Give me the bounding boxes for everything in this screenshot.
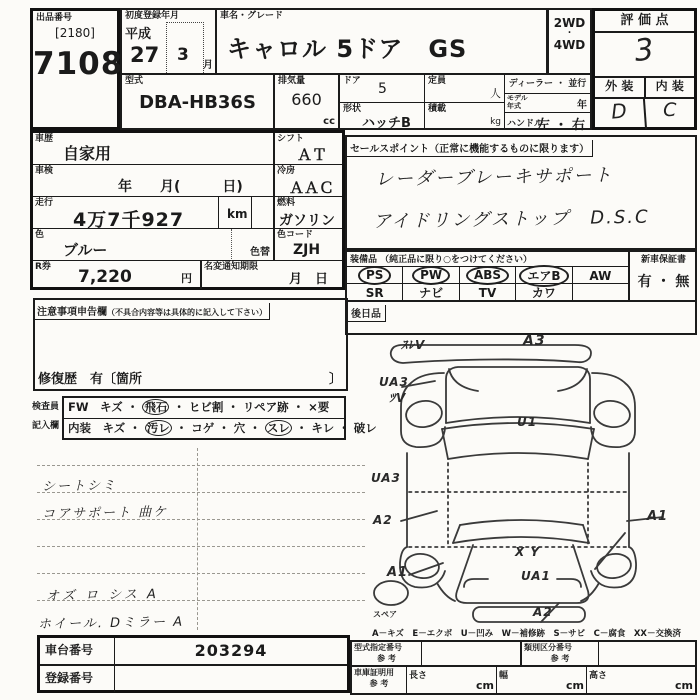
int-post: ・ キレ ・ 破レ (291, 421, 377, 435)
lot-number: 7108 (33, 46, 124, 82)
type-no-cell (352, 642, 422, 665)
int-circled-1: 汚レ (146, 421, 170, 435)
color-code-label: 色コード (277, 230, 314, 240)
fuel-cell (273, 197, 342, 229)
equip-abs-label: ABS (466, 266, 509, 285)
length-cell (407, 667, 497, 693)
color-change-cell (231, 229, 273, 261)
fuel-value: ガソリン (279, 213, 335, 229)
door-value: 5 (378, 81, 387, 97)
drive-2wd: 2WD (553, 16, 586, 30)
history-label: 車歴 (35, 134, 54, 144)
damage-right-side-a1: A1 (647, 509, 669, 524)
type-no-value (422, 642, 522, 665)
first-registration-box (120, 8, 217, 75)
equip-empty (573, 284, 628, 301)
color-code-value: ZJH (293, 242, 321, 258)
damage-hood-u1: U1 (517, 415, 538, 429)
name-change-value: 月 日 (288, 272, 328, 287)
registration-value (115, 666, 347, 692)
damage-rear-bumper-a2: A2 (533, 605, 553, 619)
equip-airbag (516, 267, 572, 284)
inspector-row-fw (64, 398, 344, 419)
dealer-box (505, 75, 592, 133)
warranty-value: 有 ・ 無 (637, 274, 690, 290)
equip-navi (403, 284, 459, 301)
shape-value: ハッチB (362, 116, 411, 131)
equip-kawa-label: カワ (531, 286, 556, 300)
int-pre: 内装 キズ ・ (68, 421, 145, 435)
model-box (120, 75, 275, 130)
equip-kawa (516, 284, 572, 301)
fuel-label: 燃料 (277, 198, 296, 208)
equip-abs (460, 267, 516, 284)
damage-front-fender-ua3: UA3 (379, 375, 409, 389)
ac-cell (273, 165, 342, 197)
rule-line (37, 573, 365, 574)
color-value: ブルー (63, 241, 108, 259)
dealer-label: ディーラー ・ 並行 (505, 75, 590, 94)
ext-int-values (595, 99, 694, 131)
damage-legend: A－キズ E－エクボ U－凹み W－補修跡 S－サビ C－腐食 XX－交換済 (372, 629, 681, 639)
later-items-box (345, 302, 697, 335)
spare-label: スペア (373, 610, 397, 619)
rule-divider (197, 448, 198, 630)
warranty-label: 新車保証書 (640, 255, 686, 265)
sales-point-line1: レーダーブレーキサポート (374, 164, 614, 191)
color-label: 色 (35, 230, 45, 240)
equipment-row2 (347, 283, 628, 301)
mileage-value: 4万7千927 (73, 209, 185, 231)
registration-row (40, 666, 347, 692)
load-box (425, 103, 505, 130)
history-cell (33, 133, 273, 165)
garage-label: 車庫証明用 (354, 668, 394, 677)
model-year-label2: 年式 (507, 102, 521, 110)
garage-table (350, 667, 697, 695)
sales-point-line2: アイドリングストップ D.S.C (372, 206, 650, 233)
later-items-label: 後日品 (347, 305, 386, 322)
mileage-unit: km (227, 207, 248, 221)
displacement-value: 660 (291, 90, 322, 109)
exterior-label: 外 装 (595, 78, 646, 97)
handle-label: ハンドル (507, 119, 544, 129)
equipment-box (345, 250, 697, 302)
model-value: DBA-HB36S (139, 92, 256, 113)
note-wheel-mirror: ホイール. Dミラー A (37, 614, 185, 633)
note-core-support: コアサポート 曲ケ (41, 504, 169, 523)
car-name-value: キャロル 5ドア GS (227, 35, 468, 63)
shift-value: ＡＴ (297, 146, 328, 164)
damage-left-rear-door-a2: A2 (373, 513, 393, 527)
first-reg-year: 27 (130, 43, 160, 67)
caution-label-sub: （不具合内容等は具体的に記入して下さい） (107, 308, 267, 317)
note-line3: オズ ロ シス A (45, 587, 159, 604)
length-unit: cm (476, 679, 494, 692)
inspection-label: 車検 (35, 166, 54, 176)
repair-history-label: 修復歴 有〔箇所 (38, 372, 143, 387)
car-name-box (217, 8, 548, 75)
score-value: 3 (632, 32, 656, 69)
model-year-label1: モデル (507, 94, 528, 102)
history-value: 自家用 (63, 144, 112, 163)
equipment-label: 装備品 （純正品に限り○をつけてください） (350, 255, 532, 265)
equip-airbag-label: エアB (519, 265, 568, 287)
inspection-value: 年 月( 日) (118, 179, 243, 195)
handle-value: 左 ・ 右 (536, 118, 585, 133)
model-label: 型式 (125, 76, 144, 86)
height-unit: cm (675, 679, 693, 692)
month-unit: 月 (203, 60, 213, 71)
first-reg-month: 3 (177, 45, 189, 65)
class-no-label: 類別区分番号 (524, 643, 572, 652)
type-number-table (350, 640, 697, 667)
equip-aw (573, 267, 628, 284)
damage-hatch-ua1: UA1 (521, 569, 551, 583)
fw-post: ・ ヒビ割 ・ リペア跡 ・ ×要 (169, 400, 330, 414)
int-mid: ・ コゲ ・ 穴 ・ (171, 421, 265, 435)
rule-line (37, 465, 365, 466)
handle-row (505, 113, 590, 133)
damage-front-bumper-sv: ｽﾚV (401, 338, 426, 352)
chassis-value: 203294 (194, 641, 268, 660)
rule-line (37, 546, 365, 547)
damage-front-fender-tv: ﾂV (389, 391, 407, 405)
month-cell (166, 22, 204, 73)
model-year-row (505, 94, 590, 113)
info-table (30, 130, 345, 290)
chassis-label: 車台番号 (40, 638, 115, 664)
garage-cell (352, 667, 407, 693)
interior-grade: C (663, 99, 677, 121)
chassis-row (40, 638, 347, 666)
caution-label (35, 303, 270, 320)
caution-box (33, 298, 348, 391)
inspector-label (32, 399, 62, 435)
equip-tv (460, 284, 516, 301)
chassis-table (37, 635, 350, 693)
inspection-cell (33, 165, 273, 197)
type-no-label: 型式指定番号 (354, 643, 402, 652)
int-circled-2: スレ (266, 421, 290, 435)
ac-value: ＡＡＣ (289, 179, 335, 197)
score-label: 評 価 点 (595, 11, 694, 33)
registration-label: 登録番号 (40, 666, 115, 692)
sales-point-box (345, 135, 697, 250)
color-code-cell (273, 229, 342, 261)
shape-label: 形状 (343, 104, 362, 114)
garage-sub: 参 考 (369, 679, 389, 688)
car-diagram (345, 335, 697, 625)
equip-navi-label: ナビ (419, 286, 444, 300)
fw-circled: 飛石 (144, 400, 168, 414)
inspector-label-1: 検査員 (32, 402, 60, 412)
equip-pw (403, 267, 459, 284)
car-name-label: 車名・グレード (220, 11, 284, 21)
width-unit: cm (566, 679, 584, 692)
damage-left-rear-fender-a1: A1 (387, 565, 409, 580)
type-no-sub: 参 考 (377, 654, 396, 663)
warranty-cell (628, 252, 697, 300)
mileage-cell (33, 197, 218, 229)
equipment-row1 (347, 266, 628, 284)
lot-label: 出品番号 (36, 13, 73, 23)
equip-aw-label: AW (589, 268, 612, 283)
length-label: 長さ (409, 671, 428, 681)
drive-dot: ・ (564, 28, 575, 39)
inspector-table (62, 396, 377, 440)
drive-box (548, 8, 592, 75)
score-box (592, 8, 697, 130)
class-no-sub: 参 考 (550, 654, 570, 663)
displacement-label: 排気量 (278, 76, 306, 86)
rticket-unit: 円 (181, 272, 192, 285)
equip-ps (347, 267, 403, 284)
caution-label-main: 注意事項申告欄 (37, 307, 107, 318)
rticket-label: R券 (35, 262, 51, 272)
inspector-label-2: 記入欄 (32, 421, 60, 431)
shape-box (340, 103, 425, 130)
era-label: 平成 (125, 27, 152, 42)
height-label: 高さ (589, 671, 608, 681)
class-no-cell (522, 642, 599, 665)
class-no-value (599, 642, 695, 665)
equip-ps-label: PS (358, 266, 391, 285)
door-label: ドア (343, 76, 361, 86)
ac-label: 冷房 (277, 166, 296, 176)
inspector-row-interior (64, 419, 377, 439)
equip-sr (347, 284, 403, 301)
capacity-box (425, 75, 505, 103)
height-cell (587, 667, 695, 693)
width-label: 幅 (499, 671, 509, 681)
first-reg-label: 初度登録年月 (125, 11, 180, 21)
load-unit: kg (490, 117, 501, 127)
equip-tv-label: TV (478, 285, 497, 300)
name-change-cell (200, 261, 342, 289)
drive-4wd: 4WD (553, 38, 586, 52)
damage-hatch-xy: X Y (515, 545, 541, 559)
model-year-unit: 年 (577, 100, 587, 111)
equip-pw-label: PW (412, 266, 450, 285)
rticket-value: 7,220 (78, 267, 132, 287)
capacity-label: 定員 (428, 76, 447, 86)
mileage-label: 走行 (35, 198, 54, 208)
capacity-unit: 人 (490, 87, 501, 100)
mileage-unit-cell (218, 197, 251, 229)
displacement-box (275, 75, 340, 130)
rticket-cell (33, 261, 200, 289)
damage-left-door-ua3: UA3 (371, 471, 401, 485)
shift-cell (273, 133, 342, 165)
color-cell (33, 229, 231, 261)
repair-history-close: 〕 (328, 372, 342, 387)
load-label: 積載 (428, 104, 447, 114)
damage-front-bumper-a3: A3 (523, 333, 546, 349)
note-seat-stain: シートシミ (41, 478, 118, 495)
equip-sr-label: SR (365, 285, 384, 300)
door-box (340, 75, 425, 103)
name-change-label: 名変通知期限 (204, 262, 259, 272)
fw-pre: FW キズ ・ (68, 400, 143, 414)
shift-label: シフト (277, 134, 305, 144)
lot-box (30, 8, 124, 130)
exterior-grade: D (594, 97, 647, 132)
mileage-extra-cell (251, 197, 273, 229)
sales-point-label: セールスポイント（正常に機能するものに限ります） (347, 140, 593, 157)
displacement-unit: cc (323, 116, 335, 127)
lot-bracket: [2180] (55, 26, 95, 40)
interior-label: 内 装 (655, 79, 684, 93)
width-cell (497, 667, 587, 693)
color-change-label: 色替 (250, 247, 270, 258)
